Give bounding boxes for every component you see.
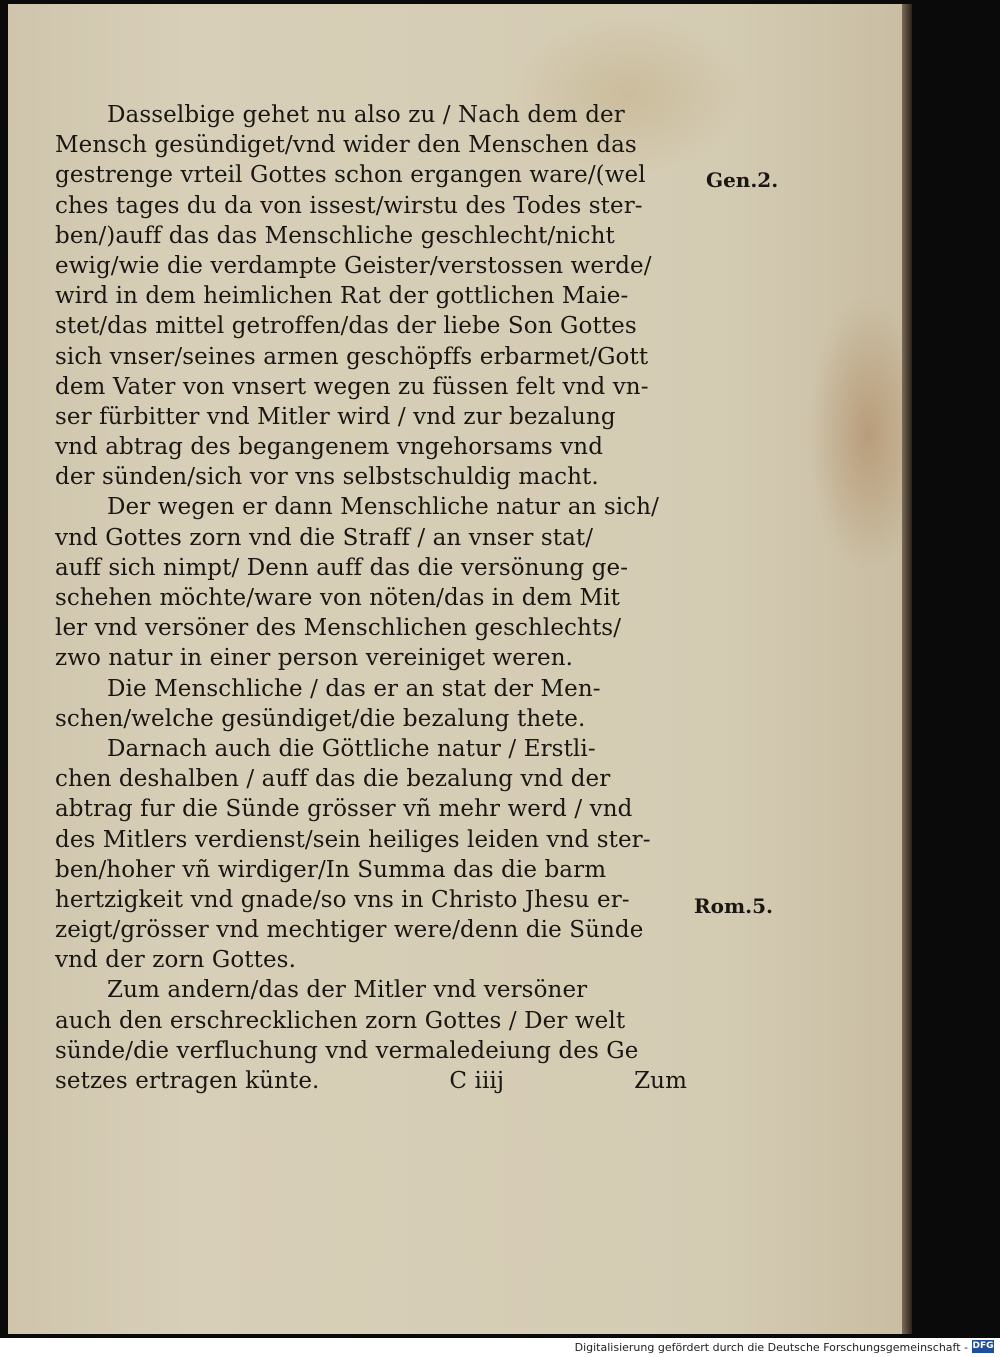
margin-note-rom: Rom.5.	[694, 894, 773, 918]
text-line: auch den erschrecklichen zorn Gottes / Der welt	[55, 1007, 626, 1034]
text-line: abtrag fur die Sünde grösser vñ mehr werd / vnd	[55, 796, 633, 823]
text-line: vnd der zorn Gottes.	[55, 947, 296, 974]
text-line: gestrenge vrteil Gottes schon ergangen ware/(wel	[55, 162, 646, 189]
text-line: ben/hoher vñ wirdiger/In Summa das die barm	[55, 856, 607, 883]
signature-mark: C iiij	[449, 1068, 505, 1094]
footer-credit: Digitalisierung gefördert durch die Deutsche Forschungsgemeinschaft -	[574, 1341, 968, 1354]
text-line	[55, 1066, 695, 1096]
text-line: der sünden/sich vor vns selbstschuldig macht.	[55, 464, 599, 491]
text-line: hertzigkeit vnd gnade/so vns in Christo Jhesu er-	[55, 886, 630, 913]
text-line: Zum andern/das der Mitler vnd versöner	[107, 977, 588, 1004]
text-line: vnd Gottes zorn vnd die Straff / an vnser stat/	[55, 524, 594, 551]
text-line: vnd abtrag des begangenem vngehorsams vnd	[55, 434, 604, 461]
text-line: ches tages du da von issest/wirstu des Todes ster-	[55, 192, 643, 219]
text-line: sich vnser/seines armen geschöpffs erbarmet/Gott	[55, 343, 649, 370]
text-line: dem Vater von vnsert wegen zu füssen felt vnd vn-	[55, 373, 649, 400]
text-line: Die Menschliche / das er an stat der Men-	[107, 675, 601, 702]
margin-note-gen: Gen.2.	[706, 168, 779, 192]
text-line: sünde/die verfluchung vnd vermaledeiung des Ge	[55, 1037, 639, 1064]
text-line: Der wegen er dann Menschliche natur an sich/	[107, 494, 659, 521]
text-line: Dasselbige gehet nu also zu / Nach dem der	[107, 102, 625, 128]
text-line: chen deshalben / auff das die bezalung vnd der	[55, 766, 611, 793]
text-line: zeigt/grösser vnd mechtiger were/denn die Sünde	[55, 917, 644, 944]
dfg-logo: DFG	[972, 1341, 994, 1351]
body-text	[55, 100, 695, 1096]
text-line: Mensch gesündiget/vnd wider den Menschen das	[55, 132, 637, 159]
text-line: ben/)auff das das Menschliche geschlecht/nicht	[55, 222, 615, 249]
text-line: zwo natur in einer person vereiniget weren.	[55, 645, 574, 672]
page-edge-shadow	[902, 4, 912, 1334]
text-line: Darnach auch die Göttliche natur / Erstli-	[107, 735, 596, 762]
text-line: ler vnd versöner des Menschlichen geschlechts/	[55, 615, 622, 642]
text-line: ser fürbitter vnd Mitler wird / vnd zur bezalung	[55, 403, 616, 430]
catchword: Zum	[634, 1068, 687, 1094]
text-line: stet/das mittel getroffen/das der liebe Son Gottes	[55, 313, 637, 340]
text-line: schen/welche gesündiget/die bezalung thete.	[55, 705, 586, 732]
text-line: des Mitlers verdienst/sein heiliges leiden vnd ster-	[55, 826, 651, 853]
text-line: wird in dem heimlichen Rat der gottlichen Maie-	[55, 283, 629, 310]
text-line: ewig/wie die verdampte Geister/verstossen werde/	[55, 252, 652, 279]
text-line: auff sich nimpt/ Denn auff das die versönung ge-	[55, 554, 629, 581]
text-line-content: setzes ertragen künte.	[55, 1068, 320, 1094]
text-line: schehen möchte/ware von nöten/das in dem Mit	[55, 585, 621, 611]
